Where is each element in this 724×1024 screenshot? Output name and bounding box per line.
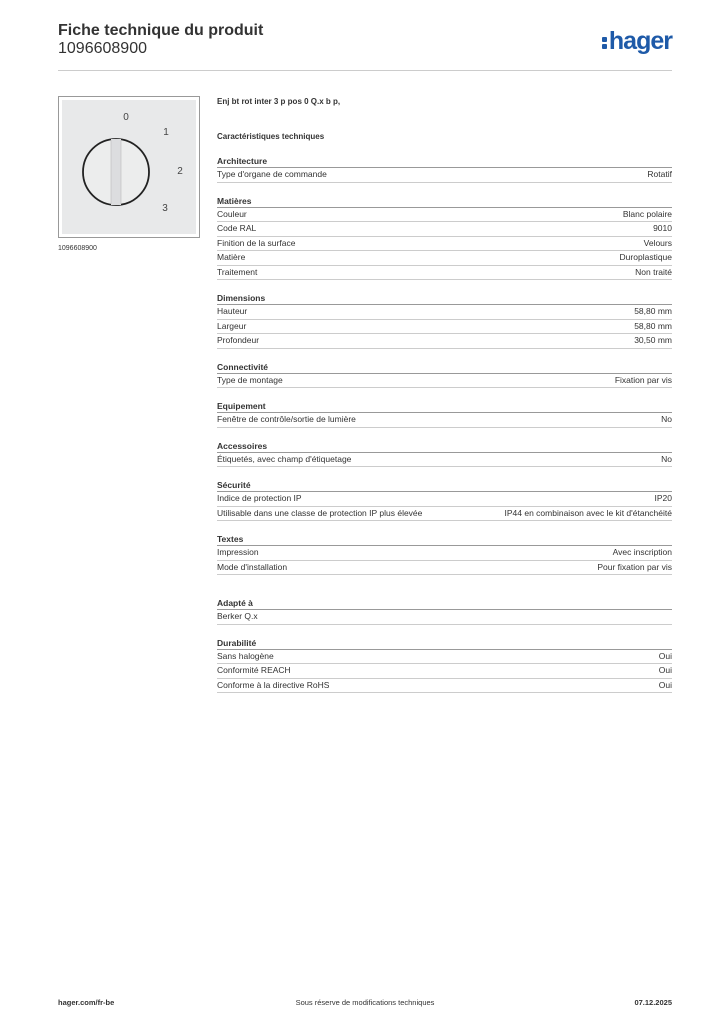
section-architecture [217, 155, 672, 183]
spec-label: Hauteur [217, 306, 248, 316]
spec-value: 30,50 mm [634, 335, 672, 345]
product-image [58, 96, 200, 238]
spec-label: Mode d'installation [217, 561, 288, 572]
footer-date: 07.12.2025 [634, 998, 672, 1007]
spec-label: Utilisable dans une classe de protection IP plus élevée [217, 507, 423, 518]
spec-value: 9010 [653, 223, 672, 233]
spec-value: 58,80 mm [634, 306, 672, 316]
spec-value: Pour fixation par vis [597, 561, 672, 572]
spec-label: Finition de la surface [217, 237, 296, 248]
dial-label-2: 2 [177, 166, 183, 177]
section-title: Sécurité [217, 479, 672, 492]
spec-row [217, 320, 672, 335]
spec-row [217, 650, 672, 665]
spec-row [217, 266, 672, 281]
spec-label: Conformité REACH [217, 665, 291, 675]
spec-value: No [661, 414, 672, 424]
image-caption: 1096608900 [58, 245, 97, 252]
spec-value: Velours [643, 237, 672, 248]
spec-label: Berker Q.x [217, 611, 258, 621]
spec-row [217, 507, 672, 522]
footer-disclaimer: Sous réserve de modifications techniques [295, 998, 435, 1007]
spec-row [217, 305, 672, 320]
product-name: Enj bt rot inter 3 p pos 0 Q.x b p, [217, 97, 341, 106]
spec-value: Fixation par vis [614, 374, 672, 385]
section-equipement [217, 400, 672, 428]
spec-content [217, 96, 672, 705]
spec-label: Traitement [217, 266, 258, 277]
tech-heading: Caractéristiques techniques [217, 132, 325, 141]
spec-row [217, 237, 672, 252]
section-dimensions [217, 292, 672, 349]
footer-website-link[interactable]: hager.com/fr-be [58, 998, 115, 1007]
logo-text: hager [608, 27, 672, 55]
article-number: 1096608900 [58, 40, 147, 57]
spec-label: Conforme à la directive RoHS [217, 679, 330, 690]
dial-label-3: 3 [162, 203, 168, 214]
document-title: Fiche technique du produit [58, 22, 264, 39]
section-title: Dimensions [217, 292, 672, 305]
section-title: Durabilité [217, 637, 672, 650]
spec-row [217, 679, 672, 694]
spec-value: Oui [658, 679, 672, 690]
section-textes [217, 533, 672, 575]
dial-label-1: 1 [163, 127, 169, 138]
section-accessoires [217, 440, 672, 468]
spec-value: Duroplastique [619, 252, 672, 262]
spec-label: Étiquetés, avec champ d'étiquetage [217, 453, 352, 464]
spec-row [217, 561, 672, 576]
section-title: Architecture [217, 155, 672, 168]
spec-row [217, 208, 672, 223]
spec-row [217, 168, 672, 183]
spec-value: 58,80 mm [634, 320, 672, 331]
section-matieres [217, 195, 672, 281]
spec-row [217, 222, 672, 237]
spec-label: Indice de protection IP [217, 493, 302, 503]
section-title: Accessoires [217, 440, 672, 453]
spec-row [217, 492, 672, 507]
spec-value: IP44 en combinaison avec le kit d'étanchéité [504, 507, 672, 518]
spec-row [217, 251, 672, 266]
spec-value: Oui [658, 665, 672, 675]
rotary-switch-illustration [59, 97, 199, 237]
spec-row [217, 610, 672, 625]
section-title: Matières [217, 195, 672, 208]
spec-value: No [661, 453, 672, 464]
spec-row [217, 546, 672, 561]
spec-label: Largeur [217, 320, 247, 331]
section-title: Textes [217, 533, 672, 546]
section-durabilite [217, 637, 672, 694]
spec-label: Impression [217, 547, 259, 557]
spec-label: Sans halogène [217, 650, 274, 661]
spec-value: Oui [658, 650, 672, 661]
spec-value: IP20 [654, 493, 672, 503]
spec-label: Matière [217, 252, 246, 262]
spec-row [217, 453, 672, 468]
spec-label: Couleur [217, 208, 247, 219]
spec-label: Code RAL [217, 223, 257, 233]
spec-row [217, 664, 672, 679]
spec-label: Type d'organe de commande [217, 169, 327, 179]
section-connectivite [217, 361, 672, 389]
logo-colon-icon [601, 31, 608, 49]
spec-label: Type de montage [217, 374, 283, 385]
spec-value: Avec inscription [612, 547, 672, 557]
dial-label-0: 0 [123, 112, 129, 123]
spec-label: Profondeur [217, 335, 260, 345]
spec-value: Non traité [635, 266, 672, 277]
spec-row [217, 374, 672, 389]
spec-value: Blanc polaire [622, 208, 672, 219]
section-title: Adapté à [217, 597, 672, 610]
spec-row [217, 413, 672, 428]
spec-row [217, 334, 672, 349]
section-title: Equipement [217, 400, 672, 413]
page-header [58, 22, 672, 71]
spec-value: Rotatif [647, 169, 672, 179]
section-securite [217, 479, 672, 521]
spec-label: Fenêtre de contrôle/sortie de lumière [217, 414, 356, 424]
hager-logo [601, 27, 672, 56]
section-adapte [217, 597, 672, 625]
section-title: Connectivité [217, 361, 672, 374]
